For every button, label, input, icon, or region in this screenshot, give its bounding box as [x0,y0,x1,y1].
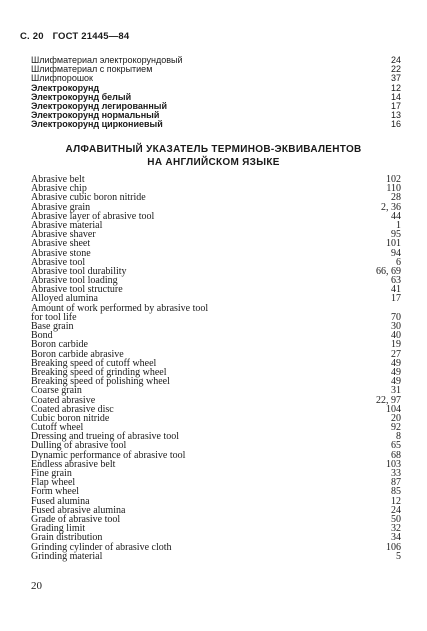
term-page-ref: 34 [391,532,401,544]
term-text: Abrasive layer of abrasive tool [31,210,155,222]
term-text: Abrasive tool structure [31,284,123,296]
term-text: Электрокорунд легированный [31,100,167,111]
index-entry [31,478,401,487]
term-page-ref: 87 [391,477,401,489]
term-text: Flap wheel [31,477,76,489]
term-page-ref: 32 [391,523,401,535]
section-title: АЛФАВИТНЫЙ УКАЗАТЕЛЬ ТЕРМИНОВ-ЭКВИВАЛЕНТОВ [65,144,362,155]
term-page-ref: 31 [391,385,401,397]
term-page-ref: 92 [391,422,401,434]
term-page-ref: 66, 69 [376,265,401,277]
term-page-ref: 17 [391,293,401,305]
term-page-ref: 19 [391,339,401,351]
term-page-ref: 70 [391,311,401,323]
term-text: Grinding material [31,550,103,562]
term-page-ref: 63 [391,275,401,287]
term-text: Amount of work performed by abrasive tool [31,302,209,314]
term-page-ref: 12 [391,495,401,507]
term-text: Электрокорунд белый [31,91,132,102]
term-text: Coated abrasive disc [31,403,114,415]
term-text: Grading limit [31,523,86,535]
term-page-ref: 106 [386,541,401,553]
term-text: Abrasive tool [31,256,86,268]
term-page-ref: 49 [391,357,401,369]
term-page-ref: 24 [391,504,401,516]
term-text: Bond [31,330,53,342]
term-page-ref: 40 [391,330,401,342]
term-text: Dressing and trueing of abrasive tool [31,431,180,443]
term-page-ref: 102 [386,174,401,185]
term-page-ref: 2, 36 [381,201,401,213]
term-text: Cubic boron nitride [31,412,110,424]
term-page-ref: 101 [386,238,401,250]
term-page-ref: 94 [391,247,401,259]
term-page-ref: 49 [391,376,401,388]
term-text: Grinding cylinder of abrasive cloth [31,541,172,553]
term-page-ref: 12 [390,82,401,93]
page-label: С. 20 [20,31,44,42]
index-entry [31,249,401,258]
term-text: Endless abrasive belt [31,458,116,470]
index-entry [31,313,401,322]
term-page-ref: 1 [396,219,401,231]
term-text: Электрокорунд нормальный [31,110,160,121]
term-text: Form wheel [31,486,80,498]
page-number: 20 [31,580,42,592]
term-page-ref: 8 [396,431,401,443]
term-page-ref: 17 [390,100,401,111]
term-text: Boron carbide abrasive [31,348,124,360]
term-page-ref: 14 [390,91,401,102]
russian-term-list [31,56,401,130]
term-page-ref: 85 [391,486,401,498]
standard-code: ГОСТ 21445—84 [52,31,130,42]
term-page-ref: 50 [391,513,401,525]
term-page-ref: 22, 97 [376,394,401,406]
term-text: Breaking speed of polishing wheel [31,376,170,388]
index-entry [31,377,401,386]
term-page-ref: 16 [390,119,401,130]
term-page-ref: 37 [390,73,401,84]
term-text: Abrasive chip [31,183,87,195]
term-page-ref: 68 [391,449,401,461]
term-page-ref: 104 [386,403,401,415]
term-text: Alloyed alumina [31,293,98,305]
term-text: Cutoff wheel [31,422,84,434]
term-text: Abrasive material [31,219,103,231]
term-page-ref: 6 [396,256,401,268]
index-entry [31,552,401,561]
term-page-ref: 49 [391,366,401,378]
term-text: Abrasive sheet [31,238,91,250]
index-entry [31,304,401,313]
term-text: Abrasive cubic boron nitride [31,192,146,204]
term-page-ref: 22 [390,64,401,75]
term-text: Шлифматериал электрокорундовый [31,55,183,65]
term-text: Abrasive tool loading [31,275,118,287]
term-text: Breaking speed of cutoff wheel [31,357,157,369]
term-text: Fused abrasive alumina [31,504,126,516]
term-page-ref: 103 [386,458,401,470]
term-text: Abrasive grain [31,201,91,213]
term-text: Coarse grain [31,385,82,397]
term-text: Шлифматериал с покрытием [31,64,153,75]
term-page-ref: 110 [386,183,401,195]
page-header [20,31,135,42]
term-page-ref: 27 [391,348,401,360]
term-text: Breaking speed of grinding wheel [31,366,167,378]
term-text: Fine grain [31,468,72,479]
term-page-ref: 5 [396,550,401,562]
term-text: Dynamic performance of abrasive tool [31,449,186,461]
term-text: Шлифпорошок [31,73,93,84]
term-text: Coated abrasive [31,394,96,406]
term-page-ref: 13 [390,110,401,121]
index-entry [31,414,401,423]
term-text: Abrasive shaver [31,229,96,241]
term-text: Fused alumina [31,495,90,507]
index-entry [31,322,401,331]
index-entry [31,120,401,129]
index-entry [31,515,401,524]
term-text: Abrasive belt [31,174,85,185]
term-page-ref: 41 [391,284,401,296]
term-text: Grain distribution [31,532,103,544]
term-text: Abrasive stone [31,247,91,259]
term-text: Abrasive tool durability [31,265,127,277]
section-subtitle: НА АНГЛИЙСКОМ ЯЗЫКЕ [147,157,280,168]
index-entry [31,469,401,478]
term-page-ref: 20 [391,412,401,424]
term-text: Grade of abrasive tool [31,513,121,525]
term-text: Dulling of abrasive tool [31,440,127,452]
term-page-ref: 30 [391,321,401,332]
english-term-list [31,175,401,561]
term-text: Boron carbide [31,339,88,351]
term-text: Base grain [31,321,74,332]
term-text: for tool life [31,311,77,323]
term-page-ref: 28 [391,192,401,204]
term-page-ref: 24 [390,55,401,65]
index-entry [31,460,401,469]
term-page-ref: 65 [391,440,401,452]
term-text: Электрокорунд [31,82,100,93]
term-page-ref: 44 [391,210,401,222]
term-page-ref: 95 [391,229,401,241]
term-page-ref: 33 [391,468,401,479]
term-text: Электрокорунд циркониевый [31,119,163,130]
